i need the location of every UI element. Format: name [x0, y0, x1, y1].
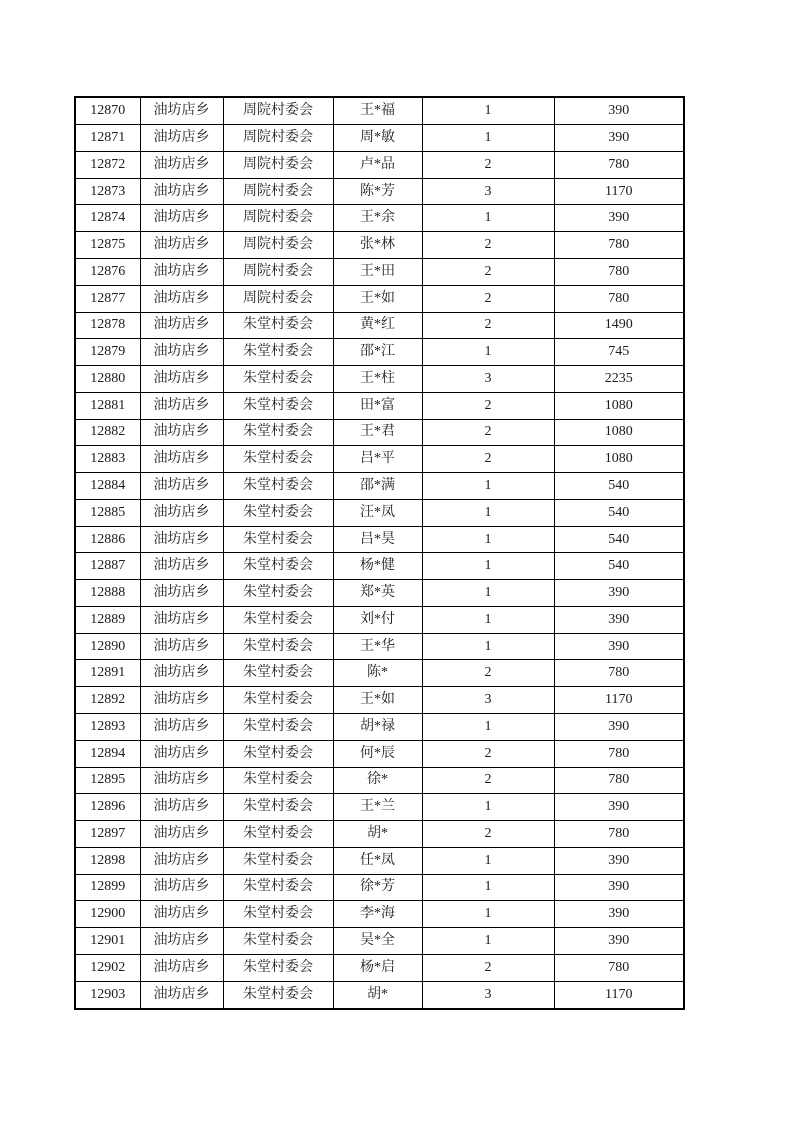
cell-count: 3 [422, 366, 554, 393]
cell-amount: 540 [554, 526, 684, 553]
cell-count: 2 [422, 821, 554, 848]
cell-id: 12893 [75, 714, 140, 741]
table-row [75, 258, 684, 285]
cell-amount: 390 [554, 606, 684, 633]
cell-name: 王*如 [333, 687, 422, 714]
table-row [75, 553, 684, 580]
cell-count: 1 [422, 526, 554, 553]
cell-township: 油坊店乡 [140, 205, 223, 232]
cell-village-committee: 周院村委会 [223, 151, 333, 178]
table-row [75, 419, 684, 446]
cell-name: 陈* [333, 660, 422, 687]
cell-village-committee: 周院村委会 [223, 125, 333, 152]
cell-township: 油坊店乡 [140, 847, 223, 874]
table-row [75, 874, 684, 901]
cell-village-committee: 朱堂村委会 [223, 633, 333, 660]
cell-village-committee: 朱堂村委会 [223, 847, 333, 874]
roster-table [74, 96, 685, 1010]
cell-village-committee: 周院村委会 [223, 178, 333, 205]
cell-name: 卢*品 [333, 151, 422, 178]
cell-township: 油坊店乡 [140, 901, 223, 928]
cell-village-committee: 朱堂村委会 [223, 419, 333, 446]
cell-name: 杨*启 [333, 954, 422, 981]
cell-township: 油坊店乡 [140, 446, 223, 473]
cell-township: 油坊店乡 [140, 928, 223, 955]
cell-amount: 1170 [554, 981, 684, 1009]
cell-amount: 780 [554, 232, 684, 259]
cell-amount: 1490 [554, 312, 684, 339]
table-row [75, 981, 684, 1009]
cell-count: 3 [422, 687, 554, 714]
cell-count: 1 [422, 714, 554, 741]
cell-village-committee: 朱堂村委会 [223, 366, 333, 393]
cell-amount: 780 [554, 740, 684, 767]
cell-id: 12874 [75, 205, 140, 232]
table-row [75, 97, 684, 125]
cell-amount: 390 [554, 580, 684, 607]
table-row [75, 392, 684, 419]
cell-id: 12886 [75, 526, 140, 553]
cell-village-committee: 朱堂村委会 [223, 499, 333, 526]
cell-name: 王*田 [333, 258, 422, 285]
cell-name: 徐*芳 [333, 874, 422, 901]
cell-name: 周*敏 [333, 125, 422, 152]
cell-amount: 1080 [554, 419, 684, 446]
cell-township: 油坊店乡 [140, 392, 223, 419]
cell-village-committee: 朱堂村委会 [223, 874, 333, 901]
cell-amount: 1170 [554, 178, 684, 205]
cell-id: 12872 [75, 151, 140, 178]
table-row [75, 232, 684, 259]
cell-name: 徐* [333, 767, 422, 794]
cell-count: 1 [422, 901, 554, 928]
cell-amount: 540 [554, 473, 684, 500]
cell-count: 2 [422, 285, 554, 312]
cell-id: 12899 [75, 874, 140, 901]
table-row [75, 339, 684, 366]
cell-village-committee: 朱堂村委会 [223, 794, 333, 821]
cell-village-committee: 周院村委会 [223, 258, 333, 285]
table-row [75, 767, 684, 794]
table-row [75, 821, 684, 848]
cell-name: 杨*健 [333, 553, 422, 580]
cell-amount: 780 [554, 151, 684, 178]
cell-village-committee: 周院村委会 [223, 205, 333, 232]
table-row [75, 151, 684, 178]
cell-name: 王*华 [333, 633, 422, 660]
cell-count: 2 [422, 312, 554, 339]
cell-amount: 390 [554, 205, 684, 232]
cell-name: 邵*满 [333, 473, 422, 500]
table-row [75, 499, 684, 526]
cell-village-committee: 朱堂村委会 [223, 821, 333, 848]
cell-township: 油坊店乡 [140, 687, 223, 714]
cell-name: 王*福 [333, 97, 422, 125]
cell-township: 油坊店乡 [140, 312, 223, 339]
cell-count: 2 [422, 419, 554, 446]
cell-township: 油坊店乡 [140, 981, 223, 1009]
cell-township: 油坊店乡 [140, 125, 223, 152]
cell-name: 吕*昊 [333, 526, 422, 553]
cell-count: 1 [422, 499, 554, 526]
cell-village-committee: 朱堂村委会 [223, 553, 333, 580]
cell-village-committee: 朱堂村委会 [223, 526, 333, 553]
cell-amount: 1170 [554, 687, 684, 714]
cell-township: 油坊店乡 [140, 232, 223, 259]
cell-id: 12877 [75, 285, 140, 312]
cell-count: 3 [422, 981, 554, 1009]
cell-amount: 390 [554, 633, 684, 660]
cell-id: 12889 [75, 606, 140, 633]
cell-id: 12891 [75, 660, 140, 687]
cell-name: 何*辰 [333, 740, 422, 767]
cell-name: 郑*英 [333, 580, 422, 607]
table-row [75, 285, 684, 312]
table-row [75, 205, 684, 232]
cell-id: 12898 [75, 847, 140, 874]
cell-amount: 390 [554, 847, 684, 874]
cell-township: 油坊店乡 [140, 258, 223, 285]
cell-village-committee: 朱堂村委会 [223, 954, 333, 981]
cell-township: 油坊店乡 [140, 580, 223, 607]
cell-township: 油坊店乡 [140, 419, 223, 446]
cell-name: 胡* [333, 981, 422, 1009]
cell-id: 12903 [75, 981, 140, 1009]
table-row [75, 178, 684, 205]
cell-amount: 1080 [554, 446, 684, 473]
cell-count: 3 [422, 178, 554, 205]
cell-count: 1 [422, 97, 554, 125]
cell-id: 12900 [75, 901, 140, 928]
cell-id: 12884 [75, 473, 140, 500]
cell-village-committee: 朱堂村委会 [223, 901, 333, 928]
cell-name: 王*余 [333, 205, 422, 232]
cell-amount: 1080 [554, 392, 684, 419]
cell-count: 1 [422, 928, 554, 955]
cell-township: 油坊店乡 [140, 178, 223, 205]
cell-township: 油坊店乡 [140, 499, 223, 526]
table-row [75, 633, 684, 660]
cell-name: 邵*江 [333, 339, 422, 366]
cell-amount: 2235 [554, 366, 684, 393]
cell-township: 油坊店乡 [140, 553, 223, 580]
cell-amount: 390 [554, 714, 684, 741]
table-row [75, 928, 684, 955]
cell-village-committee: 周院村委会 [223, 97, 333, 125]
cell-amount: 540 [554, 499, 684, 526]
cell-name: 黄*红 [333, 312, 422, 339]
cell-amount: 780 [554, 258, 684, 285]
cell-id: 12875 [75, 232, 140, 259]
cell-name: 张*林 [333, 232, 422, 259]
cell-id: 12897 [75, 821, 140, 848]
cell-amount: 390 [554, 125, 684, 152]
cell-count: 1 [422, 874, 554, 901]
table-body [75, 97, 684, 1009]
cell-id: 12895 [75, 767, 140, 794]
table-row [75, 473, 684, 500]
cell-village-committee: 朱堂村委会 [223, 740, 333, 767]
cell-township: 油坊店乡 [140, 954, 223, 981]
cell-village-committee: 朱堂村委会 [223, 339, 333, 366]
cell-count: 1 [422, 633, 554, 660]
cell-id: 12881 [75, 392, 140, 419]
cell-count: 2 [422, 954, 554, 981]
cell-count: 1 [422, 339, 554, 366]
cell-count: 2 [422, 446, 554, 473]
cell-count: 2 [422, 767, 554, 794]
cell-count: 2 [422, 740, 554, 767]
cell-id: 12901 [75, 928, 140, 955]
cell-count: 1 [422, 473, 554, 500]
cell-count: 1 [422, 794, 554, 821]
cell-village-committee: 朱堂村委会 [223, 580, 333, 607]
cell-amount: 390 [554, 874, 684, 901]
cell-id: 12888 [75, 580, 140, 607]
cell-name: 王*兰 [333, 794, 422, 821]
cell-township: 油坊店乡 [140, 606, 223, 633]
cell-name: 田*富 [333, 392, 422, 419]
table-row [75, 606, 684, 633]
cell-amount: 390 [554, 97, 684, 125]
cell-id: 12892 [75, 687, 140, 714]
cell-count: 1 [422, 847, 554, 874]
cell-name: 王*如 [333, 285, 422, 312]
table-row [75, 954, 684, 981]
table-row [75, 366, 684, 393]
cell-count: 1 [422, 553, 554, 580]
cell-id: 12896 [75, 794, 140, 821]
cell-name: 汪*凤 [333, 499, 422, 526]
cell-name: 胡* [333, 821, 422, 848]
cell-count: 1 [422, 205, 554, 232]
table-row [75, 125, 684, 152]
cell-township: 油坊店乡 [140, 97, 223, 125]
table-row [75, 714, 684, 741]
cell-township: 油坊店乡 [140, 151, 223, 178]
cell-township: 油坊店乡 [140, 526, 223, 553]
cell-name: 吕*平 [333, 446, 422, 473]
cell-count: 2 [422, 392, 554, 419]
cell-village-committee: 周院村委会 [223, 285, 333, 312]
cell-village-committee: 朱堂村委会 [223, 606, 333, 633]
cell-township: 油坊店乡 [140, 473, 223, 500]
cell-id: 12871 [75, 125, 140, 152]
cell-village-committee: 朱堂村委会 [223, 446, 333, 473]
cell-count: 1 [422, 606, 554, 633]
cell-name: 任*凤 [333, 847, 422, 874]
table-row [75, 687, 684, 714]
cell-name: 刘*付 [333, 606, 422, 633]
table-row [75, 847, 684, 874]
cell-id: 12885 [75, 499, 140, 526]
cell-id: 12890 [75, 633, 140, 660]
cell-amount: 780 [554, 821, 684, 848]
cell-count: 2 [422, 258, 554, 285]
cell-amount: 390 [554, 928, 684, 955]
cell-id: 12883 [75, 446, 140, 473]
cell-name: 吴*全 [333, 928, 422, 955]
cell-name: 王*柱 [333, 366, 422, 393]
cell-amount: 780 [554, 954, 684, 981]
cell-township: 油坊店乡 [140, 767, 223, 794]
cell-count: 2 [422, 151, 554, 178]
cell-count: 1 [422, 580, 554, 607]
cell-village-committee: 朱堂村委会 [223, 312, 333, 339]
cell-village-committee: 朱堂村委会 [223, 473, 333, 500]
cell-id: 12879 [75, 339, 140, 366]
cell-township: 油坊店乡 [140, 740, 223, 767]
cell-village-committee: 朱堂村委会 [223, 660, 333, 687]
cell-count: 2 [422, 232, 554, 259]
table-row [75, 740, 684, 767]
cell-id: 12882 [75, 419, 140, 446]
cell-name: 陈*芳 [333, 178, 422, 205]
cell-village-committee: 朱堂村委会 [223, 981, 333, 1009]
cell-village-committee: 朱堂村委会 [223, 928, 333, 955]
cell-name: 王*君 [333, 419, 422, 446]
table-row [75, 526, 684, 553]
cell-village-committee: 朱堂村委会 [223, 687, 333, 714]
cell-count: 1 [422, 125, 554, 152]
cell-amount: 390 [554, 794, 684, 821]
table-row [75, 446, 684, 473]
cell-name: 李*海 [333, 901, 422, 928]
cell-id: 12887 [75, 553, 140, 580]
cell-amount: 780 [554, 767, 684, 794]
cell-id: 12894 [75, 740, 140, 767]
cell-township: 油坊店乡 [140, 339, 223, 366]
cell-township: 油坊店乡 [140, 821, 223, 848]
cell-id: 12902 [75, 954, 140, 981]
cell-amount: 540 [554, 553, 684, 580]
cell-village-committee: 周院村委会 [223, 232, 333, 259]
cell-township: 油坊店乡 [140, 285, 223, 312]
cell-village-committee: 朱堂村委会 [223, 767, 333, 794]
cell-id: 12873 [75, 178, 140, 205]
cell-id: 12876 [75, 258, 140, 285]
cell-township: 油坊店乡 [140, 714, 223, 741]
cell-count: 2 [422, 660, 554, 687]
cell-amount: 745 [554, 339, 684, 366]
cell-amount: 780 [554, 660, 684, 687]
table-row [75, 580, 684, 607]
cell-township: 油坊店乡 [140, 366, 223, 393]
cell-township: 油坊店乡 [140, 794, 223, 821]
cell-village-committee: 朱堂村委会 [223, 392, 333, 419]
cell-id: 12878 [75, 312, 140, 339]
cell-village-committee: 朱堂村委会 [223, 714, 333, 741]
table-row [75, 312, 684, 339]
cell-amount: 780 [554, 285, 684, 312]
cell-township: 油坊店乡 [140, 633, 223, 660]
cell-id: 12880 [75, 366, 140, 393]
cell-township: 油坊店乡 [140, 660, 223, 687]
cell-name: 胡*禄 [333, 714, 422, 741]
cell-id: 12870 [75, 97, 140, 125]
cell-amount: 390 [554, 901, 684, 928]
cell-township: 油坊店乡 [140, 874, 223, 901]
table-row [75, 901, 684, 928]
table-row [75, 660, 684, 687]
table-row [75, 794, 684, 821]
